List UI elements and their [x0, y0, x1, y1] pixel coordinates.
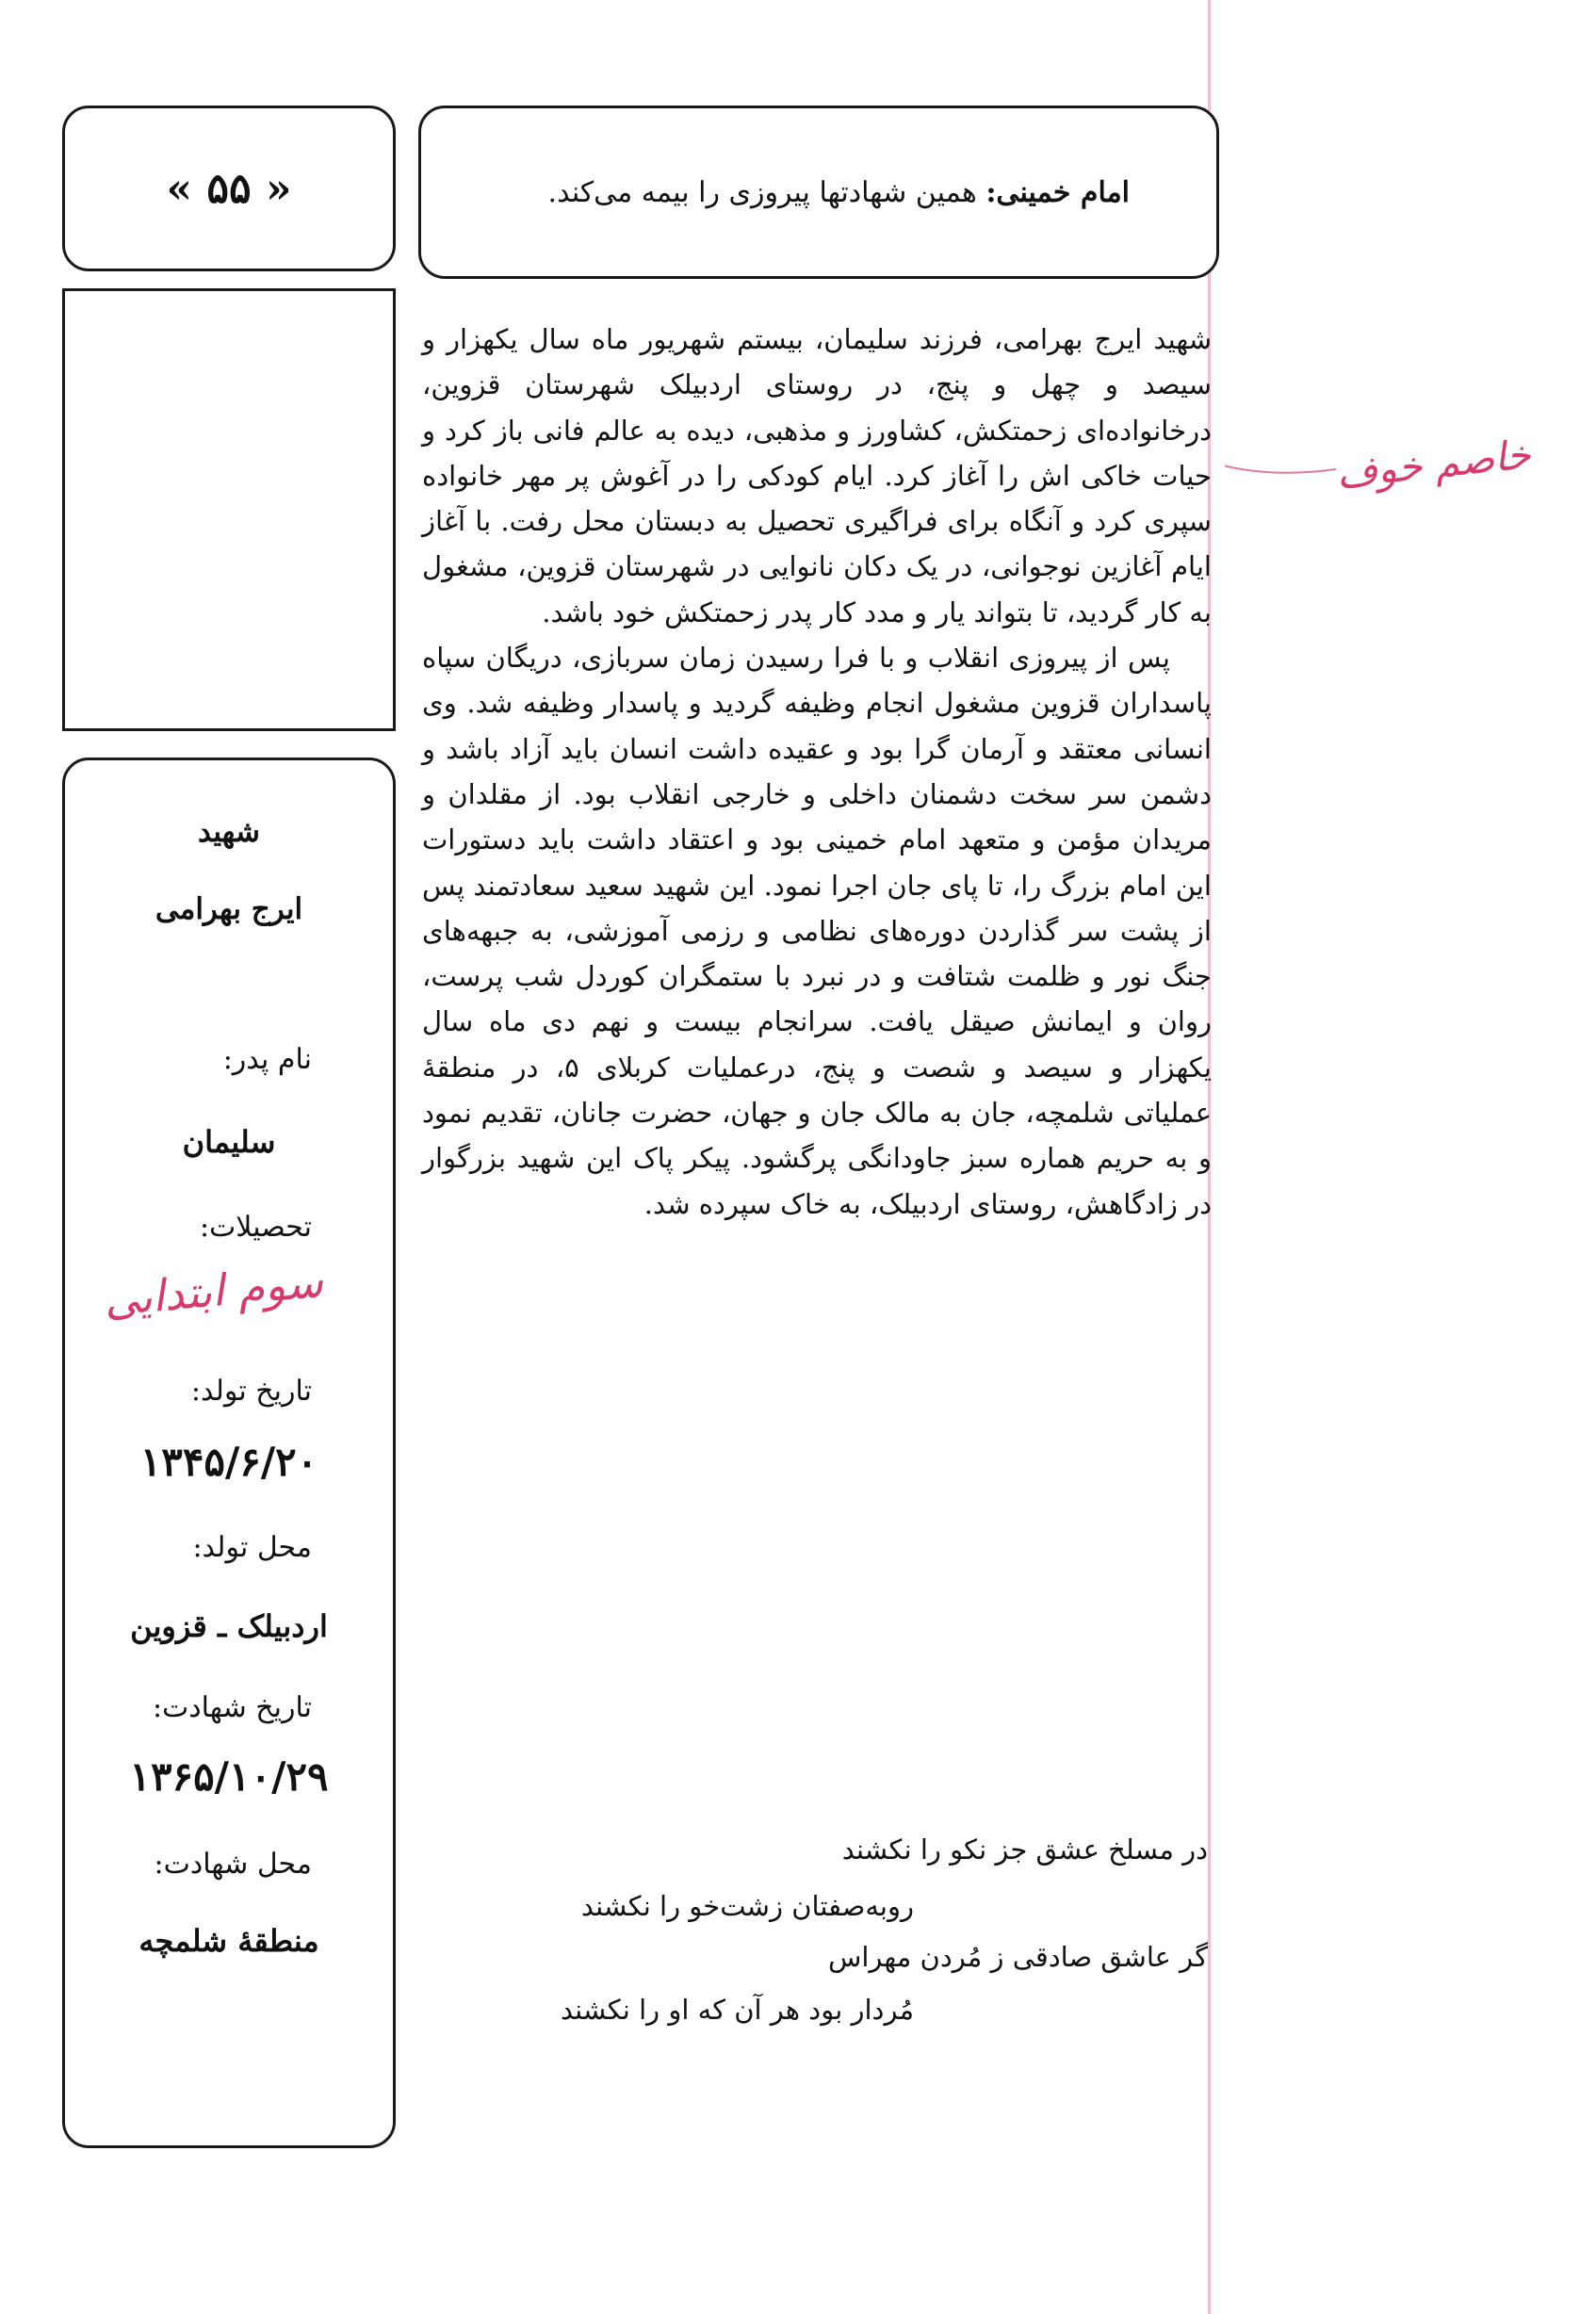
- quote-author: امام خمینی:: [985, 175, 1130, 209]
- poem-line: روبه‌صفتان زشت‌خو را نکشند: [580, 1890, 914, 1922]
- birth-place: اردبیلک ـ قزوین: [130, 1608, 328, 1644]
- margin-note-handwritten: خاصم خوف: [1334, 431, 1533, 497]
- photo-frame: [62, 288, 396, 731]
- annotation-stroke: [1225, 0, 1357, 528]
- quote-text: همین شهادتها پیروزی را بیمه می‌کند.: [547, 175, 986, 209]
- martyrdom-date-label: تاریخ شهادت:: [152, 1691, 312, 1724]
- birth-date: ۱۳۴۵/۶/۲۰: [139, 1439, 318, 1485]
- birth-date-label: تاریخ تولد:: [190, 1375, 312, 1408]
- education-label: تحصیلات:: [199, 1211, 312, 1244]
- father-name: سلیمان: [182, 1124, 276, 1160]
- biography-paragraph: پس از پیروزی انقلاب و با فرا رسیدن زمان سربازی، دریگان سپاه پاسداران قزوین مشغول انجام وظیفه گردید و پاسدار وظیفه شد. وی انسانی معتقد و آرمان گرا بود و عقیده داشت انسان باید آزاد باشد و دشمن سر سخت دشمنان داخلی و خارجی انقلاب بود. از مقلدان و مریدان مؤمن و متعهد امام خمینی بود و اعتقاد داشت باید دستورات این امام بزرگ را، تا پای جان اجرا نمود. این شهید سعید سعادتمند پس از پشت سر گذاردن دوره‌های نظامی و رزمی آموزشی، به جبهه‌های جنگ نور و ظلمت شتافت و در نبرد با ستمگران کوردل شب پرست، روان و ایمانش صیقل یافت. سرانجام بیست و نهم دی ماه سال یکهزار و سیصد و شصت و پنج، درعملیات کربلای ۵، در منطقهٔ عملیاتی شلمچه، جان به مالک جان و جهان، حضرت جانان، تقدیم نمود و به حریم هماره سبز جاودانگی پرگشود. پیکر پاک این شهید بزرگوار در زادگاهش، روستای اردبیلک، به خاک سپرده شد.: [422, 642, 1212, 1220]
- info-box: [62, 758, 396, 2148]
- quote: [548, 176, 1130, 209]
- martyr-name: ایرج بهرامی: [155, 892, 303, 926]
- education-handwritten: سوم ابتدایی: [102, 1255, 325, 1327]
- page-number-box: [62, 106, 396, 271]
- poem-line: گر عاشق صادقی ز مُردن مهراس: [827, 1941, 1208, 1973]
- quote-box: [418, 106, 1219, 279]
- info-title-label: شهید: [198, 815, 260, 849]
- poem-line: در مسلخ عشق جز نکو را نکشند: [841, 1833, 1208, 1866]
- father-label: نام پدر:: [222, 1043, 312, 1076]
- poem-line: مُردار بود هر آن که او را نکشند: [560, 1994, 914, 2026]
- birth-place-label: محل تولد:: [192, 1531, 312, 1564]
- page-number: « ۵۵ »: [166, 164, 292, 213]
- martyrdom-place-label: محل شهادت:: [154, 1848, 312, 1881]
- martyrdom-date: ۱۳۶۵/۱۰/۲۹: [129, 1753, 329, 1800]
- biography-paragraph: شهید ایرج بهرامی، فرزند سلیمان، بیستم شهریور ماه سال یکهزار و سیصد و چهل و پنج، در روستای اردبیلک شهرستان قزوین، درخانواده‌ای زحمتکش، کشاورز و مذهبی، دیده به عالم فانی باز کرد و حیات خاکی اش را آغاز کرد. ایام کودکی را در آغوش پر مهر خانواده سپری کرد و آنگاه برای فراگیری تحصیل به دبستان محل رفت. با آغاز ایام آغازین نوجوانی، در یک دکان نانوایی در شهرستان قزوین، مشغول به کار گردید، تا بتواند یار و مدد کار پدر زحمتکش خود باشد.: [422, 323, 1212, 628]
- biography-text: [422, 317, 1212, 1227]
- martyrdom-place: منطقهٔ شلمچه: [138, 1923, 319, 1959]
